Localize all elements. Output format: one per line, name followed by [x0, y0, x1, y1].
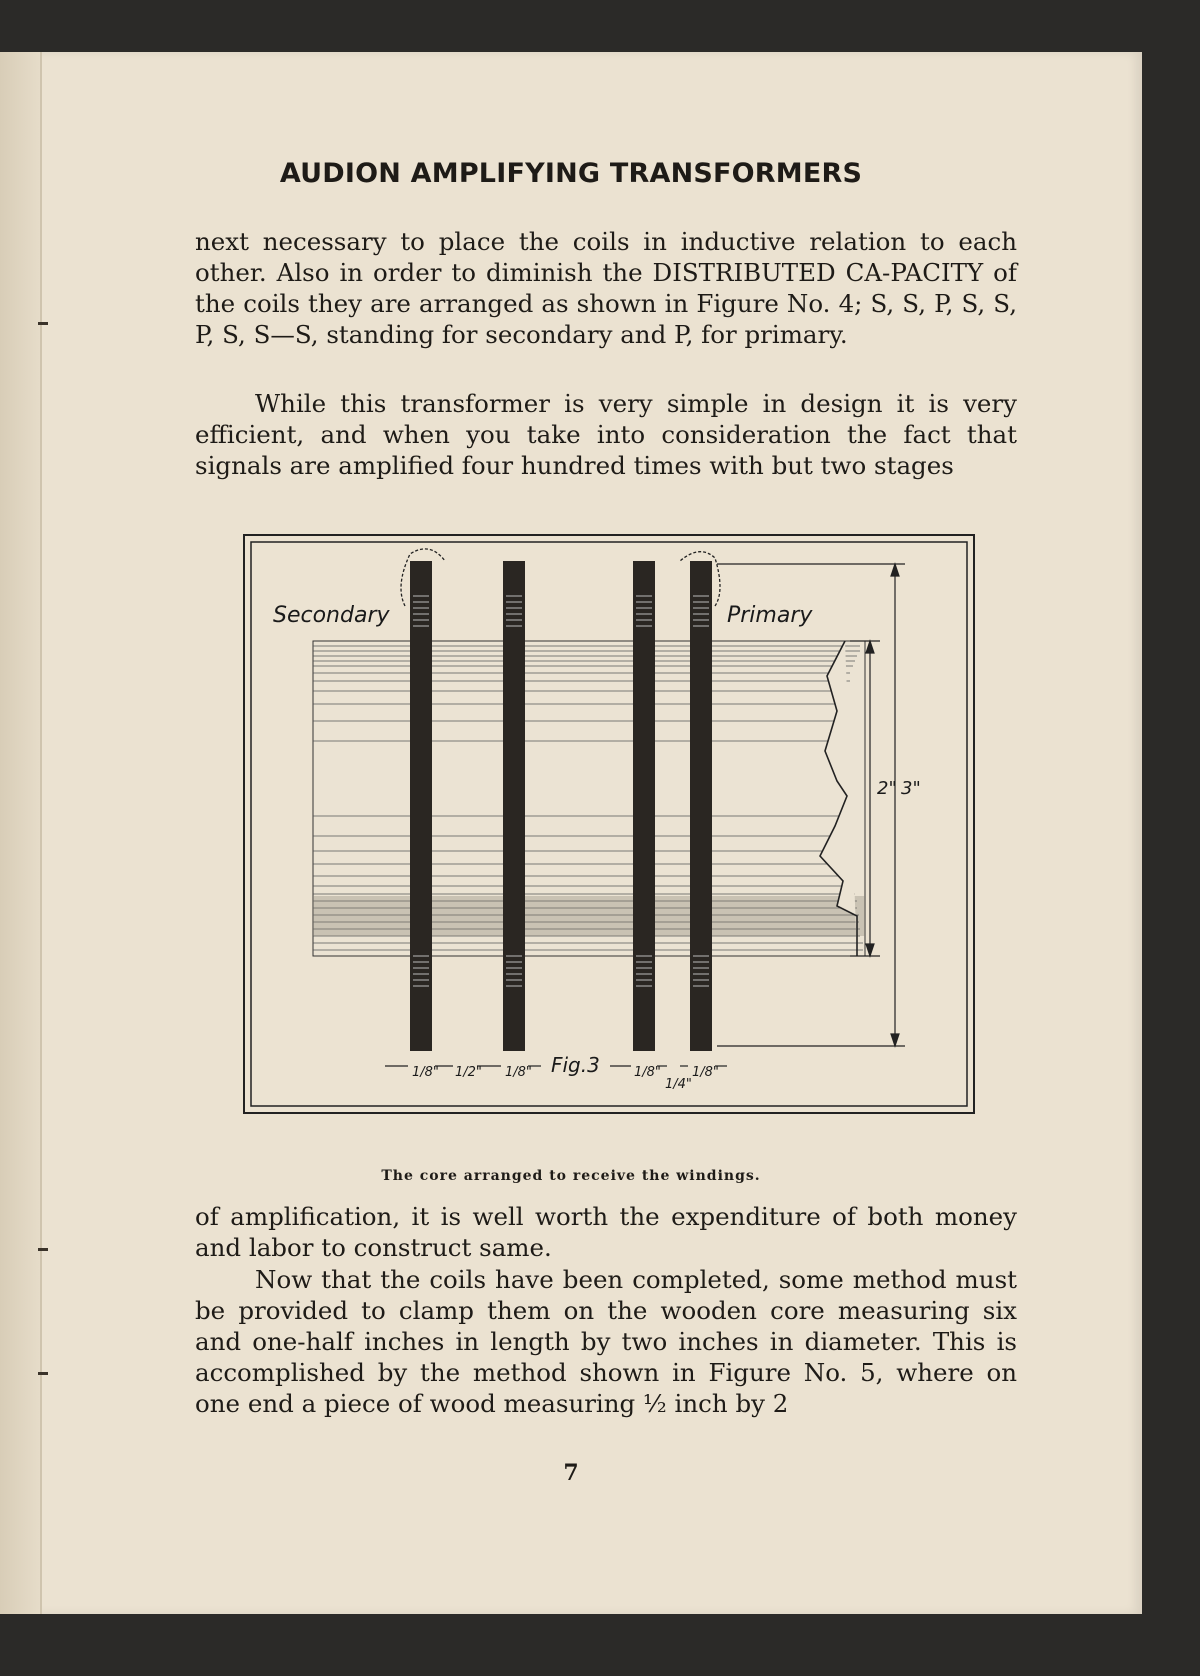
dimension-bottom-5: 1/4"	[665, 1077, 692, 1092]
dimension-bottom-2: 1/2"	[455, 1065, 482, 1080]
page-gutter-line	[40, 52, 42, 1614]
binding-stitch	[38, 1248, 48, 1251]
running-header: AUDION AMPLIFYING TRANSFORMERS	[279, 158, 863, 189]
paragraph-2: While this transformer is very simple in design it is very efficient, and when you take into consideration the fact that signals are amplified four hundred times with but two stages	[195, 389, 1017, 480]
paragraph-4: Now that the coils have been completed, some method must be provided to clamp them on the wooden core measuring six and one-half inches in length by two inches in diameter. This is accomplished by the method shown in Figure No. 5, where on one end a piece of wood measuring ½ inch by 2	[195, 1265, 1017, 1418]
figure-caption: The core arranged to receive the windings.	[381, 1168, 761, 1184]
dimension-bottom-4: 1/8"	[634, 1065, 661, 1080]
label-primary: Primary	[727, 603, 813, 628]
dimension-3-inch: 3"	[901, 778, 921, 799]
page-number: 7	[563, 1460, 579, 1486]
binding-stitch	[38, 1372, 48, 1375]
transformer-core-diagram	[245, 536, 973, 1112]
binding-stitch	[38, 322, 48, 325]
figure-3-frame	[243, 534, 975, 1114]
core-laminations	[313, 641, 865, 956]
dimension-bottom-6: 1/8"	[692, 1065, 719, 1080]
label-secondary: Secondary	[273, 603, 390, 628]
dimension-bottom-3: 1/8"	[505, 1065, 532, 1080]
paragraph-1: next necessary to place the coils in inductive relation to each other. Also in order to diminish the DISTRIBUTED CA-PACITY of the coils they are arranged as shown in Figure No. 4; S, S, P, S, S, P, S, S—S, standing for secondary and P, for primary.	[195, 227, 1017, 349]
label-fig-3: Fig.3	[551, 1053, 600, 1077]
paragraph-3: of amplification, it is well worth the expenditure of both money and labor to construct same.	[195, 1202, 1017, 1262]
dimension-2-inch: 2"	[877, 778, 897, 799]
book-page	[0, 52, 1142, 1614]
page-gutter-shadow	[0, 52, 40, 1614]
dimension-bottom-1: 1/8"	[412, 1065, 439, 1080]
